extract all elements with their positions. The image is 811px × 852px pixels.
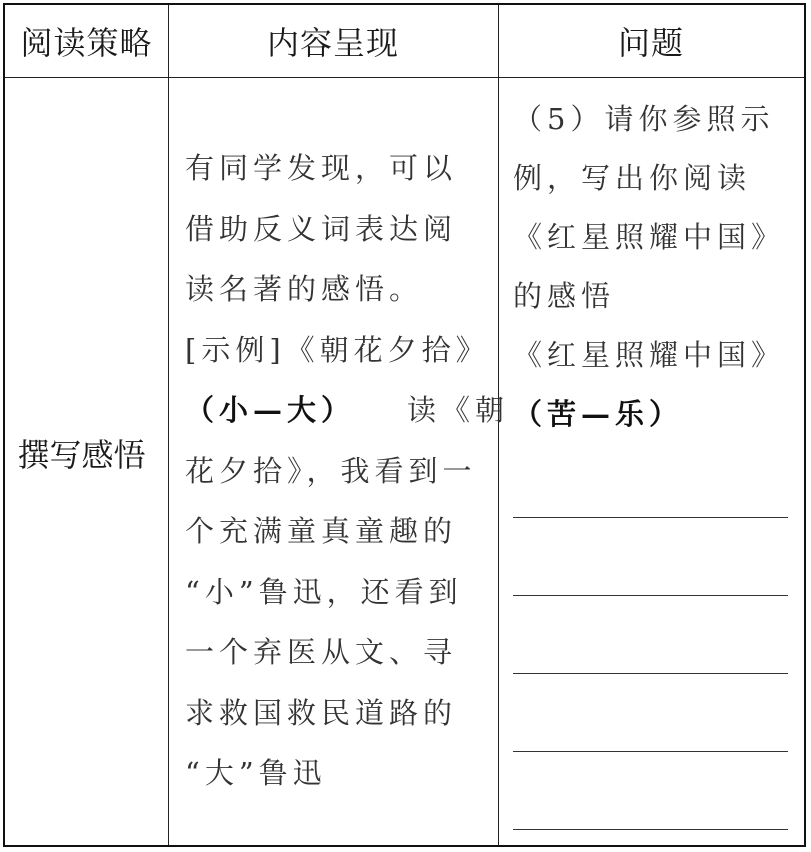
content-line: 个充满童真童趣的 (185, 514, 458, 548)
answer-line[interactable] (513, 673, 788, 674)
question-antonym-pair: （苦—乐） (513, 397, 684, 431)
question-line: 《红星照耀中国》 (513, 220, 786, 254)
content-line: 借助反义词表达阅 (185, 211, 458, 246)
answer-line[interactable] (513, 829, 788, 830)
answer-line[interactable] (513, 517, 788, 518)
content-line-fragment: 读《朝 (407, 393, 510, 427)
content-line: [示例]《朝花夕拾》 (185, 332, 490, 367)
question-line: 例，写出你阅读 (513, 161, 752, 195)
content-line: 一个弃医从文、寻 (185, 635, 458, 669)
question-cell (513, 90, 798, 444)
content-cell (185, 138, 510, 804)
content-line: 求救国救民道路的 (185, 695, 458, 730)
answer-line[interactable] (513, 595, 788, 596)
content-line (185, 380, 510, 441)
content-line: “小”鲁迅，还看到 (185, 574, 463, 609)
header-divider (5, 77, 804, 78)
column-divider-1 (168, 5, 169, 845)
content-line: 读名著的感悟。 (185, 272, 424, 306)
question-line: （5）请你参照示 (513, 102, 775, 136)
example-antonym-pair: （小—大） (185, 393, 356, 427)
content-line: 有同学发现，可以 (185, 151, 458, 185)
question-line: 的感悟 (513, 279, 616, 313)
question-line: 《红星照耀中国》 (513, 338, 786, 372)
strategy-cell: 撰写感悟 (17, 436, 146, 474)
header-content: 内容呈现 (266, 24, 399, 62)
content-line: 花夕拾》，我看到一 (185, 453, 477, 488)
content-line: “大”鲁迅 (185, 756, 327, 790)
header-reading-strategy: 阅读策略 (20, 24, 153, 62)
answer-line[interactable] (513, 751, 788, 752)
header-question: 问题 (617, 24, 684, 62)
